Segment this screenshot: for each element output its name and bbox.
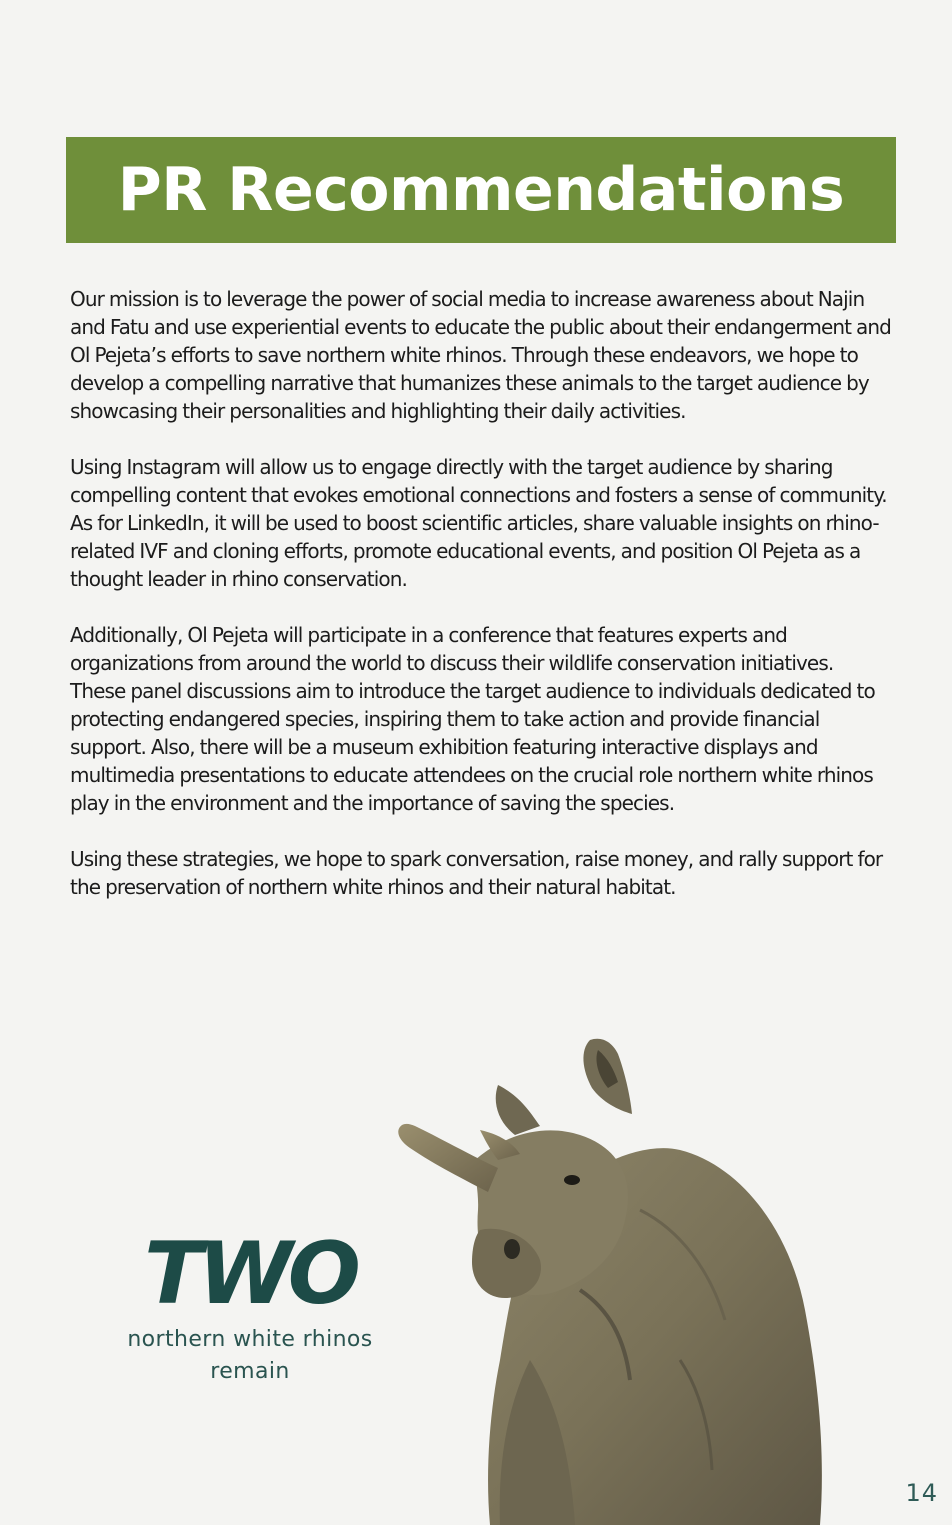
paragraph-mission: Our mission is to leverage the power of social media to increase awareness about Najin and Fatu and use experiential events to educate the public about their endangerment and Ol Pejeta’s efforts to save northern white rhinos. Through these endeavors, we hope to develop a compelling narrative that humanizes these animals to the target audience by showcasing their personalities and highlighting their daily activities. [70, 287, 891, 423]
stat-caption [80, 1324, 420, 1388]
title-banner [66, 137, 896, 243]
rhino-count-stat [80, 1224, 420, 1388]
page-title: PR Recommendations [117, 155, 845, 225]
rhino-photo-icon [380, 1030, 840, 1525]
stat-number: TWO [144, 1224, 356, 1324]
paragraph-conclusion: Using these strategies, we hope to spark conversation, raise money, and rally support for the preservation of northern white rhinos and their natural habitat. [70, 847, 883, 899]
stat-caption-line-2: remain [210, 1359, 290, 1384]
page-number: 14 [905, 1479, 938, 1507]
paragraph-events: Additionally, Ol Pejeta will participate in a conference that features experts and organizations from around the world to discuss their wildlife conservation initiatives. These panel discussions aim to introduce the target audience to individuals dedicated to protecting endangered species, inspiring them to take action and provide financial support. Also, there will be a museum exhibition featuring interactive displays and multimedia presentations to educate attendees on the crucial role northern white rhinos play in the environment and the importance of saving the species. [70, 623, 875, 815]
paragraph-social-media: Using Instagram will allow us to engage directly with the target audience by sharing compelling content that evokes emotional connections and fosters a sense of community. As for LinkedIn, it will be used to boost scientific articles, share valuable insights on rhino-related IVF and cloning efforts, promote educational events, and position Ol Pejeta as a thought leader in rhino conservation. [70, 455, 887, 591]
stat-caption-line-1: northern white rhinos [127, 1327, 373, 1352]
body-text [70, 285, 892, 929]
